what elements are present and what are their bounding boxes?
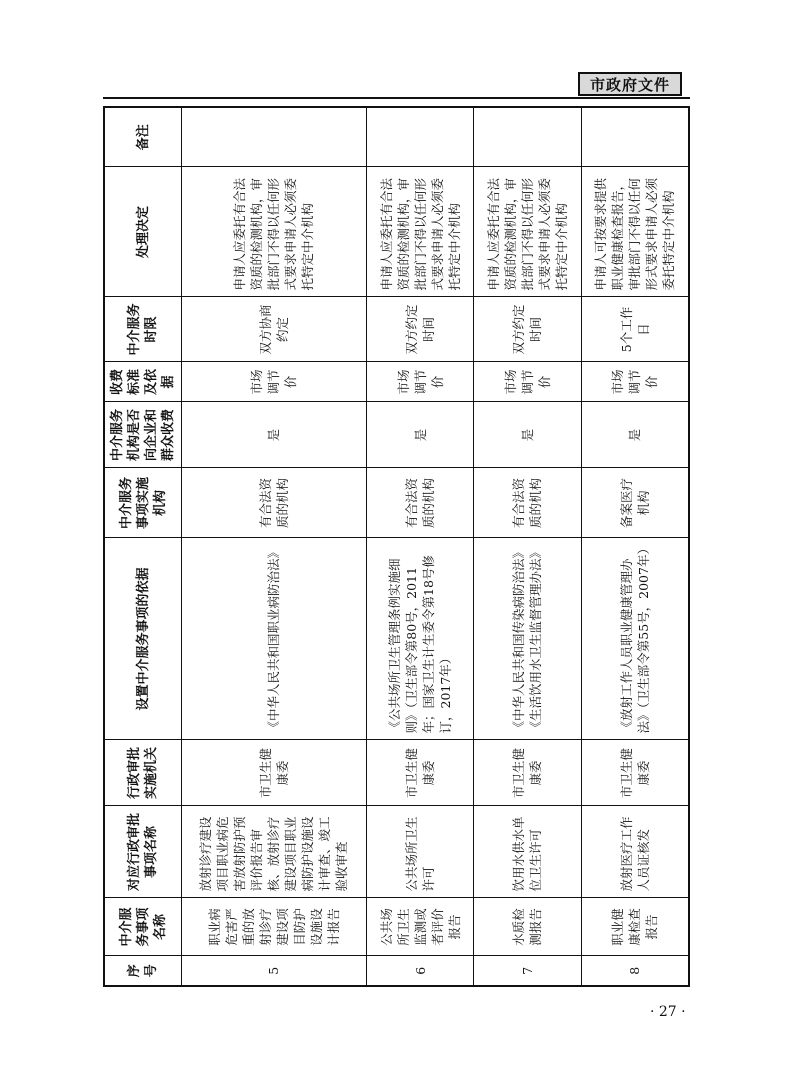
cell-service-name: 职业健康检查报告 [581,898,689,956]
table-row [366,107,473,986]
cell-decision: 申请人应委托有合法资质的检测机构，审批部门不得以任何形式要求申请人必须委托特定中介机构 [474,167,581,297]
cell-no: 8 [581,956,689,986]
cell-decision: 申请人应委托有合法资质的检测机构，审批部门不得以任何形式要求申请人必须委托特定中介机构 [182,167,367,297]
table-row [182,107,367,986]
cell-charge-public: 是 [182,402,367,468]
cell-decision: 申请人应委托有合法资质的检测机构，审批部门不得以任何形式要求申请人必须委托特定中介机构 [366,167,473,297]
cell-service-name: 职业病危害严重的放射诊疗建设项目防护设施设计报告 [182,898,367,956]
cell-approval-item: 公共场所卫生许可 [366,806,473,898]
cell-approval-org: 市卫生健康委 [182,740,367,806]
cell-provider: 有合法资质的机构 [474,468,581,538]
header-service-name: 中介服务事项名称 [104,898,182,956]
cell-provider: 有合法资质的机构 [182,468,367,538]
header-approval-org: 行政审批实施机关 [104,740,182,806]
cell-approval-item: 放射诊疗建设项目职业病危害放射防护预评价报告审核、放射诊疗建设项目职业病防护设施设计审查、竣工验收审查 [182,806,367,898]
page-number: · 27 · [650,1004,686,1020]
cell-approval-org: 市卫生健康委 [366,740,473,806]
table-row [581,107,689,986]
header-no: 序号 [104,956,182,986]
cell-approval-org: 市卫生健康委 [581,740,689,806]
cell-remark [581,107,689,167]
cell-remark [366,107,473,167]
table-row [474,107,581,986]
cell-duration: 双方约定时间 [366,297,473,362]
cell-decision: 申请人可按要求提供职业健康检查报告，审批部门不得以任何形式要求申请人必须委托特定中介机构 [581,167,689,297]
header-rule [103,97,690,99]
cell-approval-org: 市卫生健康委 [474,740,581,806]
cell-provider: 有合法资质的机构 [366,468,473,538]
cell-remark [182,107,367,167]
cell-duration: 双方约定时间 [474,297,581,362]
cell-charge-public: 是 [366,402,473,468]
cell-fee-basis: 市场调节价 [366,362,473,402]
header-fee-basis: 收费标准及依据 [104,362,182,402]
cell-fee-basis: 市场调节价 [474,362,581,402]
cell-fee-basis: 市场调节价 [182,362,367,402]
cell-no: 6 [366,956,473,986]
header-approval-item: 对应行政审批事项名称 [104,806,182,898]
cell-service-name: 公共场所卫生监测或者评价报告 [366,898,473,956]
header-charge-public: 中介服务机构是否向企业和群众收费 [104,402,182,468]
cell-charge-public: 是 [474,402,581,468]
cell-no: 5 [182,956,367,986]
header-remark: 备注 [104,107,182,167]
intermediary-services-table [103,106,690,987]
cell-basis: 《公共场所卫生管理条例实施细则》（卫生部令第80号，2011年；国家卫生计生委令第18号修订，2017年） [366,538,473,740]
cell-approval-item: 放射医疗工作人员证核发 [581,806,689,898]
header-decision: 处理决定 [104,167,182,297]
rotated-table-container [103,108,690,987]
header-provider: 中介服务事项实施机构 [104,468,182,538]
cell-basis: 《中华人民共和国职业病防治法》 [182,538,367,740]
cell-service-name: 水质检测报告 [474,898,581,956]
cell-duration: 5个工作日 [581,297,689,362]
cell-basis: 《放射工作人员职业健康管理办法》（卫生部令第55号，2007年） [581,538,689,740]
cell-remark [474,107,581,167]
cell-charge-public: 是 [581,402,689,468]
cell-basis: 《中华人民共和国传染病防治法》《生活饮用水卫生监督管理办法》 [474,538,581,740]
header-basis: 设置中介服务事项的依据 [104,538,182,740]
cell-fee-basis: 市场调节价 [581,362,689,402]
table-header-row [104,107,182,986]
cell-no: 7 [474,956,581,986]
cell-duration: 双方协商约定 [182,297,367,362]
table-wrapper [103,108,690,987]
cell-provider: 备案医疗机构 [581,468,689,538]
document-category-badge: 市政府文件 [578,72,682,96]
cell-approval-item: 饮用水供水单位卫生许可 [474,806,581,898]
header-duration: 中介服务时限 [104,297,182,362]
